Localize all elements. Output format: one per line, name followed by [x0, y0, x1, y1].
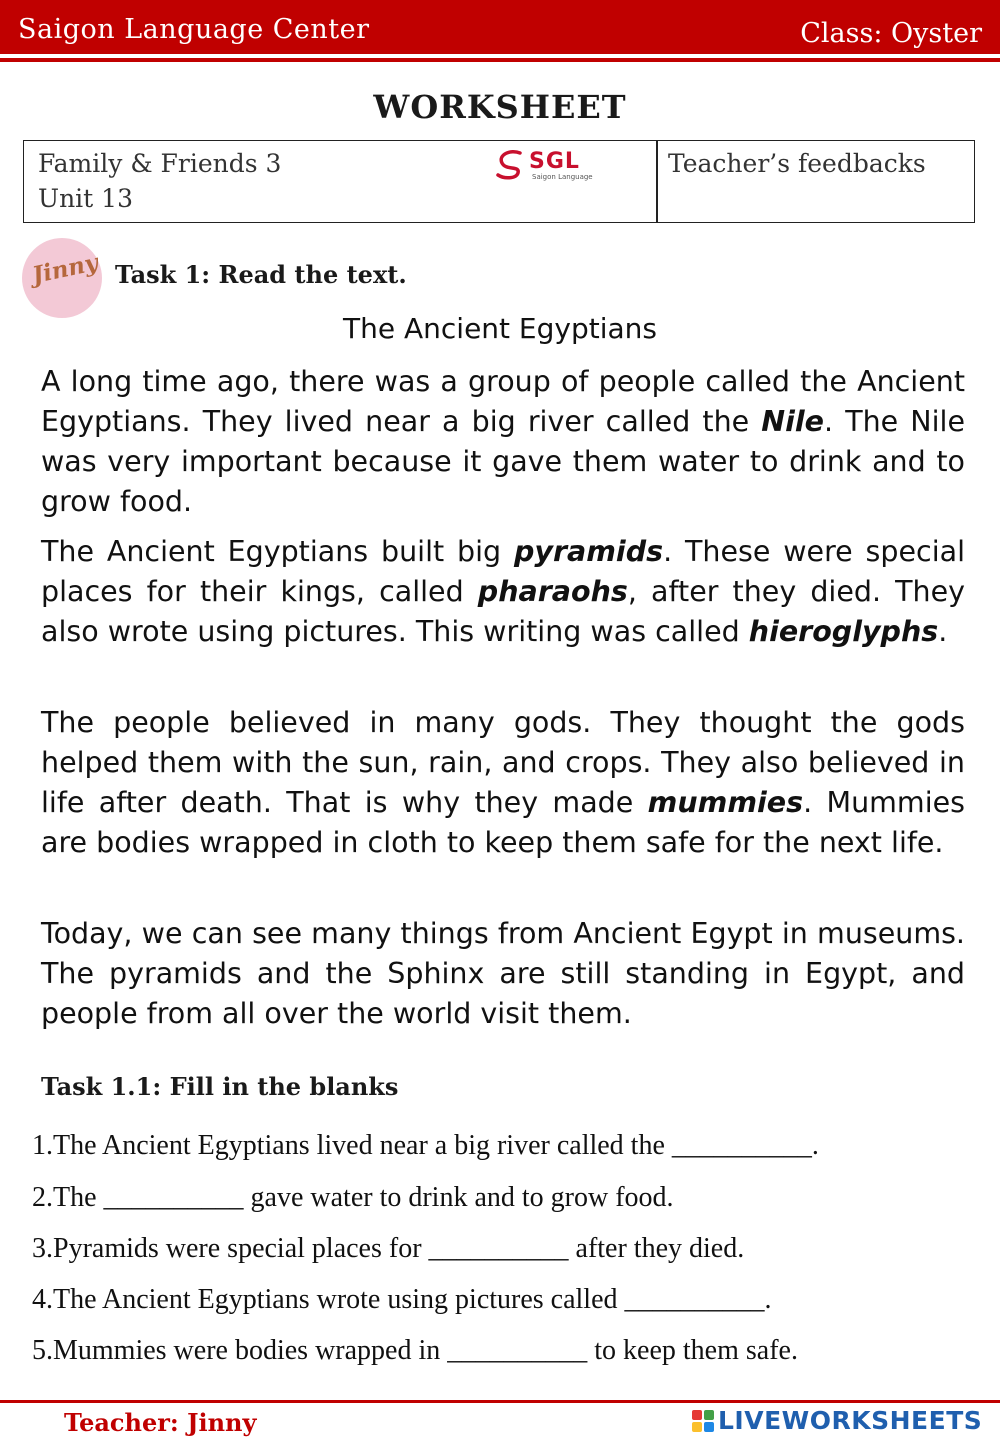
story-paragraph-3: The people believed in many gods. They thought the gods helped them with the sun, rain, and crops. They also believed in life after death. That is why they made mummies. Mummies are bodies wrapped in cloth to keep them safe for the next life.: [41, 706, 965, 859]
question-1[interactable]: 1.The Ancient Egyptians lived near a big river called the __________.: [32, 1130, 819, 1161]
question-4[interactable]: 4.The Ancient Egyptians wrote using pictures called __________.: [32, 1284, 772, 1315]
story-paragraph-2: The Ancient Egyptians built big pyramids. These were special places for their kings, called pharaohs, after they died. They also wrote using pictures. This writing was called hieroglyphs.: [41, 535, 965, 648]
question-3[interactable]: 3.Pyramids were special places for __________ after they died.: [32, 1233, 745, 1264]
task1-heading: Task 1: Read the text.: [115, 260, 407, 289]
footer-divider: [0, 1400, 1000, 1403]
teacher-name: Teacher: Jinny: [64, 1408, 257, 1437]
keyword-nile: Nile: [761, 405, 825, 438]
worksheet-title: WORKSHEET: [373, 88, 627, 126]
header-band: [0, 0, 1000, 54]
liveworksheets-logo[interactable]: [692, 1406, 982, 1435]
story-paragraph-4: Today, we can see many things from Ancient Egypt in museums. The pyramids and the Sphinx are still standing in Egypt, and people from all over the world visit them.: [41, 917, 965, 1030]
teacher-feedback-label: Teacher’s feedbacks: [668, 149, 926, 178]
keyword-pharaohs: pharaohs: [477, 575, 628, 608]
liveworksheets-brand: LIVEWORKSHEETS: [718, 1406, 983, 1435]
class-label: Class: Oyster: [800, 18, 982, 49]
jinny-badge-icon: [22, 238, 102, 318]
book-name: Family & Friends 3: [38, 149, 282, 178]
task11-heading: Task 1.1: Fill in the blanks: [41, 1072, 399, 1101]
sgl-logo: [494, 147, 594, 183]
sgl-swirl-icon: [494, 147, 528, 181]
liveworksheets-icon: [692, 1410, 714, 1432]
question-2[interactable]: 2.The __________ gave water to drink and to grow food.: [32, 1182, 674, 1213]
story-paragraph-1: A long time ago, there was a group of people called the Ancient Egyptians. They lived near a big river called the Nile. The Nile was very important because it gave them water to drink and to grow food.: [41, 365, 966, 518]
header-divider: [0, 58, 1000, 62]
center-name: Saigon Language Center: [18, 14, 370, 45]
question-5[interactable]: 5.Mummies were bodies wrapped in __________ to keep them safe.: [32, 1335, 798, 1366]
unit-label: Unit 13: [38, 184, 133, 213]
keyword-mummies: mummies: [647, 786, 804, 819]
jinny-badge-text: Jinny: [29, 248, 101, 290]
story-title: The Ancient Egyptians: [343, 312, 657, 345]
sgl-logo-subtext: Saigon Language: [532, 173, 593, 181]
keyword-pyramids: pyramids: [513, 535, 664, 568]
info-divider: [656, 141, 658, 222]
keyword-hieroglyphs: hieroglyphs: [748, 615, 939, 648]
info-table: [23, 140, 975, 223]
sgl-logo-text: SGL: [529, 149, 580, 174]
